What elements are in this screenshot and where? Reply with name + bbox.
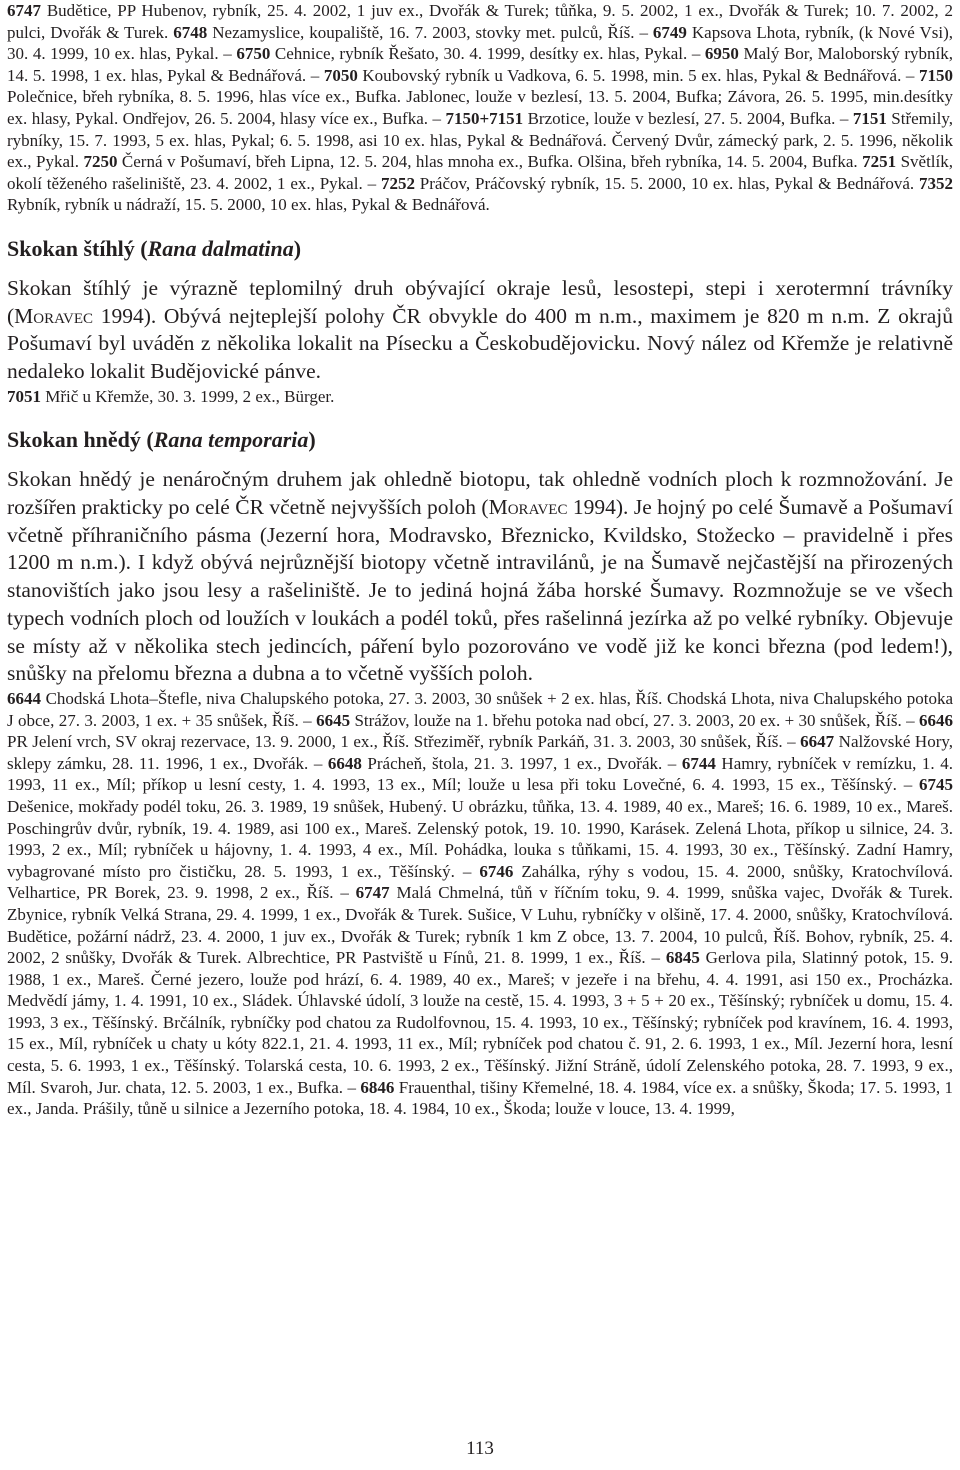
grid-code: 7150 — [919, 65, 953, 85]
record-text: Zahálka, rýhy s vodou, 15. 4. 2000, snůšky, Kratochvílová. Velhartice, PR Borek, 23. 9. 1998, 2 ex., Říš. – — [7, 861, 953, 903]
grid-code: 6747 — [355, 883, 390, 903]
grid-code: 7250 — [83, 152, 118, 172]
record-text: Světlík, okolí těženého rašeliniště, 23. 4. 2002, 1 ex., Pykal. – — [7, 152, 953, 193]
record-text: Práčov, Práčovský rybník, 15. 5. 2000, 10 ex. hlas, Pykal & Bednářová. — [414, 173, 919, 193]
record-text: Frauenthal, tišiny Křemelné, 18. 4. 1984, více ex. a snůšky, Škoda; 17. 5. 1993, 1 ex., Janda. Prášily, tůně u silnice a Jezerního potoka, 18. 4. 1984, 10 ex., Škoda; louže v louce, 13. 4. 1999, — [7, 1077, 953, 1119]
grid-code: 7251 — [862, 152, 897, 172]
record-text: Dešenice, mokřady podél toku, 26. 3. 1989, 19 snůšek, Hubený. U obrázku, tůňka, 13. 4. 1989, 40 ex., Mareš; 16. 6. 1989, 10 ex., Mareš. Poschingrův dvůr, rybník, 19. 4. 1989, asi 100 ex., Mareš. Zelenský potok, 19. 10. 1990, Karásek. Zelená Lhota, příkop u silnice, 24. 3. 1993, 2 ex., Míl; rybníček u hájovny, 1. 4. 1993, 4 ex., Míl. Pohádka, louka s tůňkami, 15. 4. 1993, 30 ex., Těšínský. Zadní Hamry, vybagrované místo pro čističku, 28. 5. 1993, 1 ex., Těšínský. – — [7, 796, 953, 881]
record-text: Rybník, rybník u nádraží, 15. 5. 2000, 10 ex. hlas, Pykal & Bednářová. — [7, 195, 490, 215]
citation-author: Moravec — [488, 495, 568, 520]
grid-code: 6746 — [479, 861, 514, 881]
record-text: Kapsova Lhota, rybník, (k Nové Vsi), 30. 4. 1999, 10 ex. hlas, Pykal. – — [7, 22, 953, 64]
record-text: Nalžovské Hory, sklepy zámku, 28. 11. 1996, 1 ex., Dvořák. – — [7, 732, 954, 773]
records-paragraph: 7051 Mřič u Křemže, 30. 3. 1999, 2 ex., Bürger. — [7, 386, 335, 406]
records-paragraph — [7, 688, 953, 1120]
document-page — [7, 0, 953, 1120]
grid-code: 6846 — [360, 1077, 395, 1097]
grid-code: 6646 — [919, 710, 954, 730]
record-text: Malý Bor, Maloborský rybník, 14. 5. 1998, 1 ex. hlas, Pykal & Bednářová. – — [7, 44, 953, 85]
record-text: Prácheň, štola, 21. 3. 1997, 1 ex., Dvořák. – — [361, 753, 682, 773]
grid-code: 6645 — [316, 710, 351, 730]
record-text: Koubovský rybník u Vadkova, 6. 5. 1998, min. 5 ex. hlas, Pykal & Bednářová. – — [357, 65, 919, 85]
species-heading — [7, 236, 953, 262]
grid-code: 6750 — [236, 44, 271, 64]
citation-author: Moravec — [14, 303, 94, 328]
grid-code: 6647 — [800, 732, 835, 752]
grid-code: 6748 — [173, 22, 208, 42]
grid-code: 6744 — [681, 753, 716, 773]
latin-name: Rana dalmatina — [147, 235, 294, 261]
record-text: Malá Chmelná, tůň v říčním toku, 9. 4. 1999, snůška vajec, Dvořák & Turek. Zbynice, rybník Velká Strana, 29. 4. 1999, 1 ex., Dvořák & Turek. Sušice, V Luhu, rybníčky v olšině, 17. 4. 2000, snůšky, Kratochvílová. Budětice, požární nádrž, 23. 4. 2000, 1 juv ex., Dvořák & Turek; rybník 1 km Z obce, 13. 7. 2004, 10 pulců, Říš. Bohov, rybník, 25. 4. 2002, 2 snůšky, Dvořák & Turek. Albrechtice, PR Pastviště u Fínů, 21. 8. 1999, 1 ex., Říš. – — [7, 883, 953, 968]
grid-code: 6648 — [327, 753, 362, 773]
record-text: Budětice, PP Hubenov, rybník, 25. 4. 2002, 1 juv ex., Dvořák & Turek; tůňka, 9. 5. 2002, 1 ex., Dvořák & Turek; 10. 7. 2002, 2 pulci, Dvořák & Turek. — [7, 1, 953, 42]
species-description: Skokan štíhlý je výrazně teplomilný druh obývající okraje lesů, lesostepi, stepi i xerotermní trávníky (Moravec 1994). Obývá nejteplejší polohy ČR obvykle do 400 m n.m., maximem je 820 m n.m. Z okrajů Pošumaví byl uváděn z několika lokalit na Písecku a Českobudějovicku. Nový nález od Křemže je relativně nedaleko lokalit Budějovické pánve. — [7, 275, 953, 384]
grid-code: 7050 — [323, 65, 358, 85]
latin-name: Rana temporaria — [153, 427, 309, 453]
heading-text: Skokan štíhlý ( — [7, 235, 148, 261]
grid-code: 7051 — [7, 386, 41, 406]
heading-text: ) — [293, 235, 302, 261]
species-heading — [7, 427, 953, 453]
grid-code: 7150+7151 — [445, 108, 524, 128]
record-text: Černá v Pošumaví, břeh Lipna, 12. 5. 204, hlas mnoha ex., Bufka. Olšina, břeh rybníka, 14. 5. 2004, Bufka. — [117, 152, 863, 172]
page-number: 113 — [466, 1438, 494, 1459]
record-text: Chodská Lhota–Štefle, niva Chalupského potoka, 27. 3. 2003, 30 snůšek + 2 ex. hlas, Říš. Chodská Lhota, niva Chalupského potoka J obce, 27. 3. 2003, 1 ex. + 35 snůšek, Říš. – — [7, 688, 953, 730]
grid-code: 6644 — [7, 688, 41, 708]
grid-code: 7151 — [852, 108, 887, 128]
record-text: Střemily, rybníky, 15. 7. 1993, 5 ex. hlas, Pykal; 6. 5. 1998, asi 10 ex. hlas, Pykal & Bednářová. Červený Dvůr, zámecký park, 2. 5. 1996, několik ex., Pykal. — [7, 108, 954, 172]
records-paragraph — [7, 0, 953, 216]
record-text: Brzotice, louže v bezlesí, 27. 5. 2004, Bufka. – — [523, 108, 853, 128]
heading-text: ) — [308, 427, 316, 453]
record-text: Polečnice, břeh rybníka, 8. 5. 1996, hlas více ex., Bufka. Jablonec, louže v bezlesí, 13. 5. 2004, Bufka; Závora, 26. 5. 1995, min.desítky ex. hlasy, Pykal. Ondřejov, 26. 5. 2004, hlasy více ex., Bufka. – — [7, 87, 953, 128]
record-text: PR Jelení vrch, SV okraj rezervace, 13. 9. 2000, 1 ex., Říš. Střeziměř, rybník Parkáň, 31. 3. 2003, 30 snůšek, Říš. – — [7, 732, 801, 752]
record-text: Strážov, louže na 1. břehu potoka nad obcí, 27. 3. 2003, 20 ex. + 30 snůšek, Říš. – — [350, 710, 920, 730]
record-text: Hamry, rybníček v remízku, 1. 4. 1993, 11 ex., Míl; příkop u lesní cesty, 1. 4. 1993, 13 ex., Míl; louže u lesa při toku Lovečné, 6. 4. 1993, 15 ex., Těšínský. – — [7, 753, 953, 795]
record-text: Cehnice, rybník Řešato, 30. 4. 1999, desítky ex. hlas, Pykal. – — [270, 44, 705, 64]
grid-code: 6745 — [919, 775, 953, 795]
grid-code: 7352 — [919, 173, 953, 193]
grid-code: 6747 — [7, 1, 41, 20]
grid-code: 6749 — [652, 22, 687, 42]
record-text: Gerlova pila, Slatinný potok, 15. 9. 1988, 1 ex., Mareš. Černé jezero, louže pod hrází, 6. 4. 1989, 40 ex., Mareš; v jezeře i na břehu, 4. 4. 1991, asi 150 ex., Procházka. Medvědí jámy, 1. 4. 1991, 10 ex., Sládek. Úhlavské údolí, 3 louže na cestě, 15. 4. 1993, 3 + 5 + 20 ex., Těšínský; rybníček u domu, 15. 4. 1993, 3 ex., Těšínský. Brčálník, rybníčky pod chatou za Rudolfovnou, 15. 4. 1993, 10 ex., Těšínský; rybníček pod kravínem, 16. 4. 1993, 15 ex., Míl, rybníček u chaty u kóty 822.1, 21. 4. 1993, 11 ex., Míl; rybníček pod chatou č. 91, 2. 6. 1993, 1 ex., Míl. Jezerní hora, lesní cesta, 5. 6. 1993, 1 ex., Těšínský. Tolarská cesta, 10. 6. 1993, 2 ex., Těšínský. Jižní Stráně, údolí Zelenského potoka, 28. 7. 1993, 9 ex., Míl. Svaroh, Jur. chata, 12. 5. 2003, 1 ex., Bufka. – — [7, 948, 954, 1097]
species-description: Skokan hnědý je nenáročným druhem jak ohledně biotopu, tak ohledně vodních ploch k rozmnožování. Je rozšířen prakticky po celé ČR včetně nejvyšších poloh (Moravec 1994). Je hojný po celé Šumavě a Pošumaví včetně příhraničního pásma (Jezerní hora, Modravsko, Březnicko, Kvildsko, Stožecko – pravidelně i přes 1200 m n.m.). I když obývá nejrůznější biotopy včetně intravilánů, je na Šumavě nejčastější na přirozených stanovištích jako jsou lesy a rašeliniště. Je to jediná hojná žába horské Šumavy. Rozmnožuje se ve všech typech vodních ploch od loužích v loukách a podél toků, přes rašelinná jezírka až po velké rybníky. Objevuje se místy až v několika stech jedincích, páření bylo pozorováno ve vodě již ke konci března (pod ledem!), snůšky na přelomu března a dubna a to včetně vyšších poloh. — [7, 467, 953, 686]
grid-code: 6950 — [704, 44, 739, 64]
heading-text: Skokan hnědý ( — [7, 427, 154, 453]
grid-code: 7252 — [380, 173, 415, 193]
grid-code: 6845 — [665, 948, 700, 968]
record-text: Nezamyslice, koupaliště, 16. 7. 2003, stovky met. pulců, Říš. – — [207, 22, 653, 42]
